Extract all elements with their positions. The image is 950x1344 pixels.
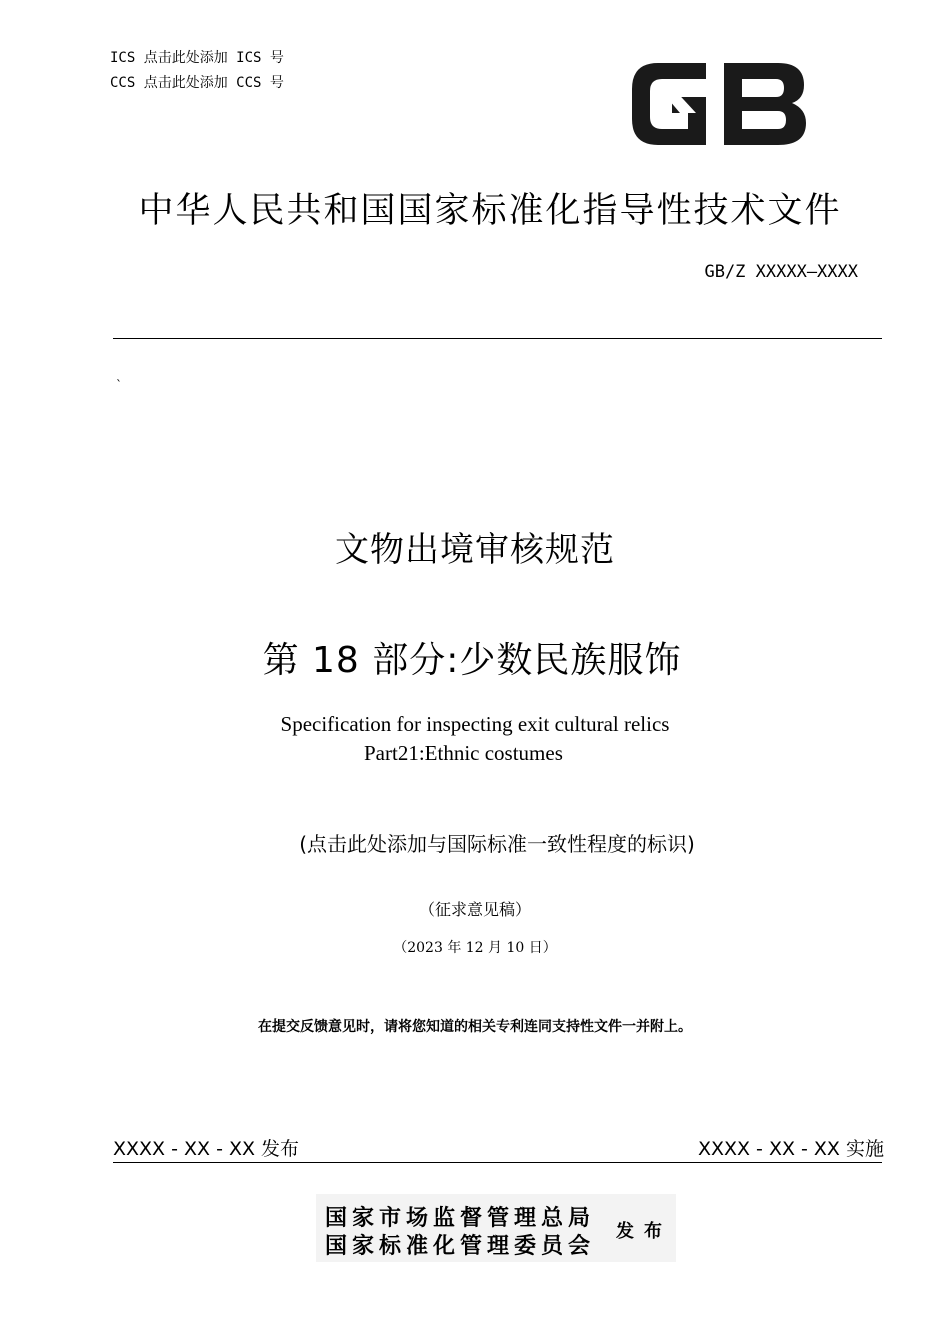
issue-label: 发布 <box>616 1221 672 1242</box>
implement-date: XXXX - XX - XX 实施 <box>697 1138 884 1160</box>
part-title-en: Part21:Ethnic costumes <box>364 741 563 765</box>
draft-date: （2023 年 12 月 10 日） <box>393 940 557 956</box>
release-date: XXXX - XX - XX 发布 <box>113 1138 300 1160</box>
issuer-sac: 国家标准化管理委员会 <box>325 1233 596 1259</box>
draft-status: （征求意见稿） <box>418 900 531 919</box>
issuer-samr: 国家市场监督管理总局 <box>325 1205 596 1231</box>
document-title-en: Specification for inspecting exit cultural relics <box>280 712 670 736</box>
tick-mark: ` <box>116 378 122 392</box>
document-number: GB/Z XXXXX—XXXX <box>704 262 858 282</box>
consistency-placeholder: (点击此处添加与国际标准一致性程度的标识) <box>299 832 695 856</box>
document-title-cn: 文物出境审核规范 <box>335 530 615 570</box>
part-title-cn: 第 18 部分:少数民族服饰 <box>262 640 682 681</box>
standard-category-title: 中华人民共和国国家标准化指导性技术文件 <box>138 191 842 231</box>
footer-divider <box>113 1162 882 1163</box>
patent-notice: 在提交反馈意见时，请将您知道的相关专利连同支持性文件一并附上。 <box>258 1019 692 1035</box>
gb-logo <box>628 57 810 150</box>
ics-number: ICS 点击此处添加 ICS 号 <box>110 50 284 66</box>
header-divider <box>113 338 882 339</box>
ccs-number: CCS 点击此处添加 CCS 号 <box>110 75 284 91</box>
